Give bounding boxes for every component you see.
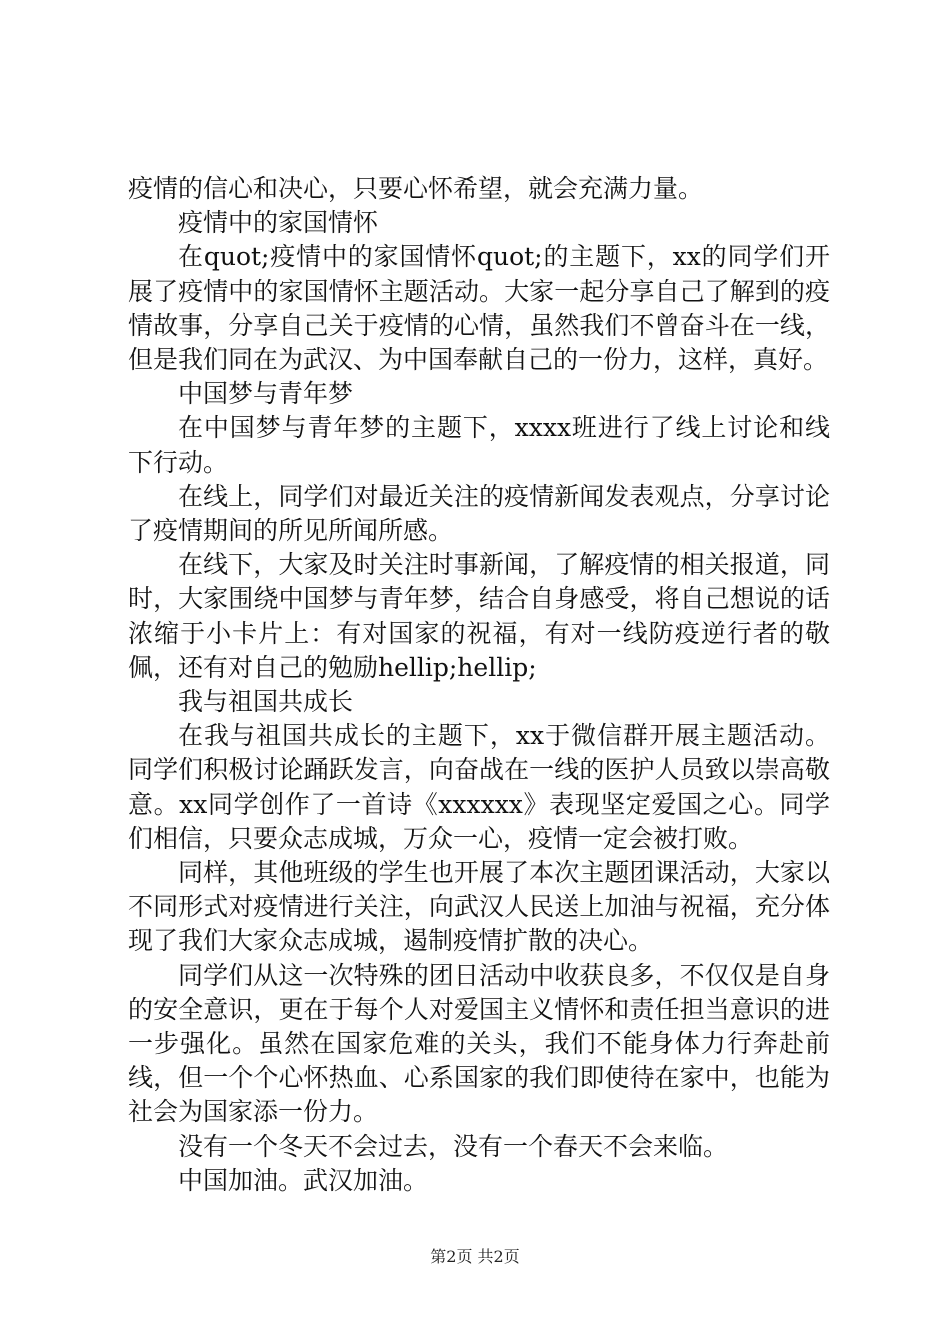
paragraph-11: 没有一个冬天不会过去，没有一个春天不会来临。	[178, 1131, 729, 1161]
paragraph-5: 在线上，同学们对最近关注的疫情新闻发表观点，分享讨论了疫情期间的所见所闻所感。	[128, 481, 830, 546]
document-body	[128, 172, 830, 1198]
paragraph-9: 同样，其他班级的学生也开展了本次主题团课活动，大家以不同形式对疫情进行关注，向武汉人民送上加油与祝福，充分体现了我们大家众志成城，遏制疫情扩散的决心。	[128, 858, 830, 956]
paragraph-4: 在中国梦与青年梦的主题下，xxxx班进行了线上讨论和线下行动。	[128, 413, 830, 477]
section-heading-family-country: 疫情中的家国情怀	[178, 208, 379, 238]
paragraph-8: 在我与祖国共成长的主题下，xx于微信群开展主题活动。同学们积极讨论踊跃发言，向奋战在一线的医护人员致以崇高敬意。xx同学创作了一首诗《xxxxxx》表现坚定爱国之心。同学们相信，只要众志成城，万众一心，疫情一定会被打败。	[128, 721, 830, 853]
paragraph-0: 疫情的信心和决心，只要心怀希望，就会充满力量。	[128, 174, 704, 203]
paragraph-10: 同学们从这一次特殊的团日活动中收获良多，不仅仅是自身的安全意识，更在于每个人对爱国主义情怀和责任担当意识的进一步强化。虽然在国家危难的关头，我们不能身体力行奔赴前线，但一个个心怀热血、心系国家的我们即使待在家中，也能为社会为国家添一份力。	[128, 960, 830, 1127]
paragraph-6: 在线下，大家及时关注时事新闻，了解疫情的相关报道，同时，大家围绕中国梦与青年梦，结合自身感受，将自己想说的话浓缩于小卡片上：有对国家的祝福，有对一线防疫逆行者的敬佩，还有对自己的勉励hellip;hellip;	[128, 550, 830, 682]
section-heading-china-dream: 中国梦与青年梦	[178, 379, 354, 409]
page-number-footer: 第2页 共2页	[430, 1247, 520, 1266]
paragraph-2: 在quot;疫情中的家国情怀quot;的主题下，xx的同学们开展了疫情中的家国情怀主题活动。大家一起分享自己了解到的疫情故事，分享自己关于疫情的心情，虽然我们不曾奋斗在一线，但是我们同在为武汉、为中国奉献自己的一份力，这样，真好。	[128, 242, 830, 375]
paragraph-12: 中国加油。武汉加油。	[178, 1165, 429, 1195]
section-heading-grow-with-country: 我与祖国共成长	[178, 687, 354, 717]
